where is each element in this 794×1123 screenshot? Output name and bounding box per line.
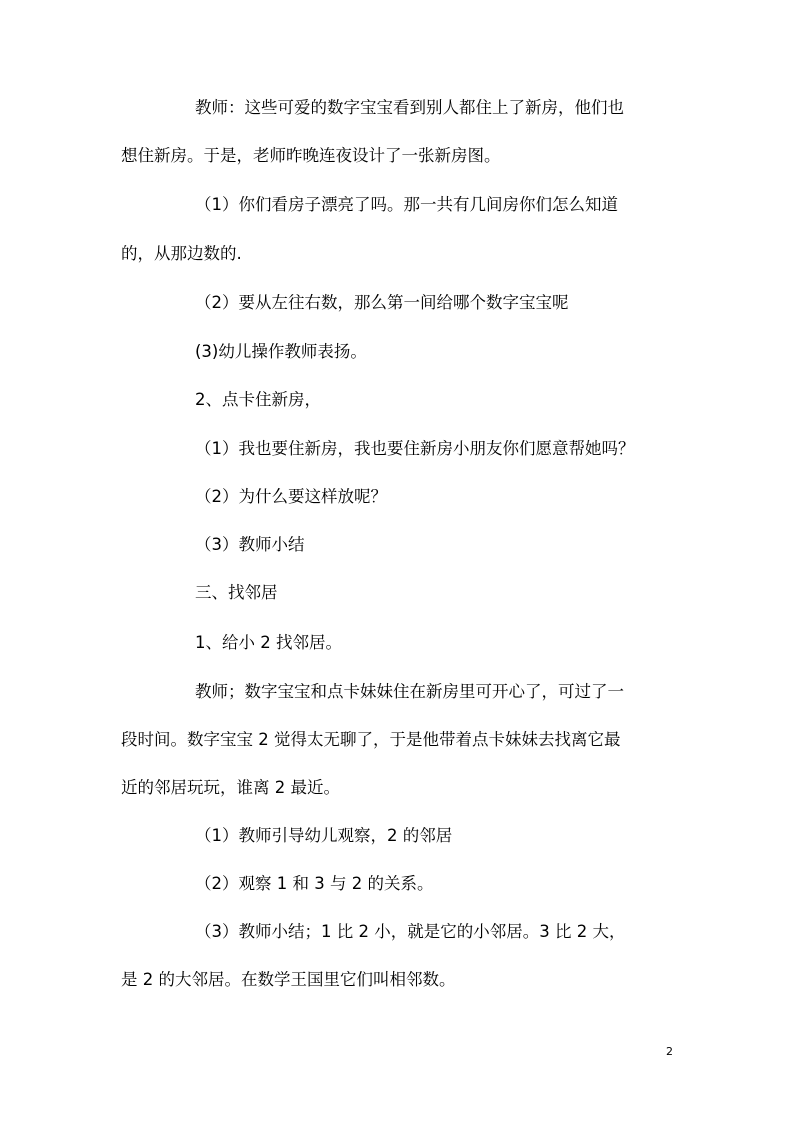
paragraph-line: 的，从那边数的. — [121, 244, 242, 263]
paragraph-line: 教师：这些可爱的数字宝宝看到别人都住上了新房，他们也 — [195, 98, 624, 117]
paragraph-line: 1、给小 2 找邻居。 — [195, 633, 342, 652]
paragraph-line: 教师；数字宝宝和点卡妹妹住在新房里可开心了，可过了一 — [195, 682, 624, 701]
page-number: 2 — [666, 1045, 673, 1058]
paragraph-line: （3）教师小结 — [195, 535, 305, 554]
section-heading: 三、找邻居 — [195, 583, 278, 602]
paragraph-line: 想住新房。于是，老师昨晚连夜设计了一张新房图。 — [121, 146, 501, 165]
paragraph-line: （1）我也要住新房，我也要住新房小朋友你们愿意帮她吗？ — [195, 439, 635, 458]
paragraph-line: 近的邻居玩玩，谁离 2 最近。 — [121, 778, 340, 797]
paragraph-line: （3）教师小结；1 比 2 小，就是它的小邻居。3 比 2 大， — [195, 922, 626, 941]
paragraph-line: （1）你们看房子漂亮了吗。那一共有几间房你们怎么知道 — [195, 195, 618, 214]
paragraph-line: （2）观察 1 和 3 与 2 的关系。 — [195, 874, 434, 893]
paragraph-line: （2）要从左往右数，那么第一间给哪个数字宝宝呢 — [195, 293, 569, 312]
paragraph-line: （2）为什么要这样放呢？ — [195, 487, 387, 506]
paragraph-line: (3)幼儿操作教师表扬。 — [195, 342, 367, 361]
paragraph-line: 是 2 的大邻居。在数学王国里它们叫相邻数。 — [121, 970, 456, 989]
paragraph-line: 段时间。数字宝宝 2 觉得太无聊了，于是他带着点卡妹妹去找离它最 — [121, 730, 621, 749]
paragraph-line: （1）教师引导幼儿观察，2 的邻居 — [195, 826, 453, 845]
paragraph-line: 2、点卡住新房， — [195, 390, 321, 409]
